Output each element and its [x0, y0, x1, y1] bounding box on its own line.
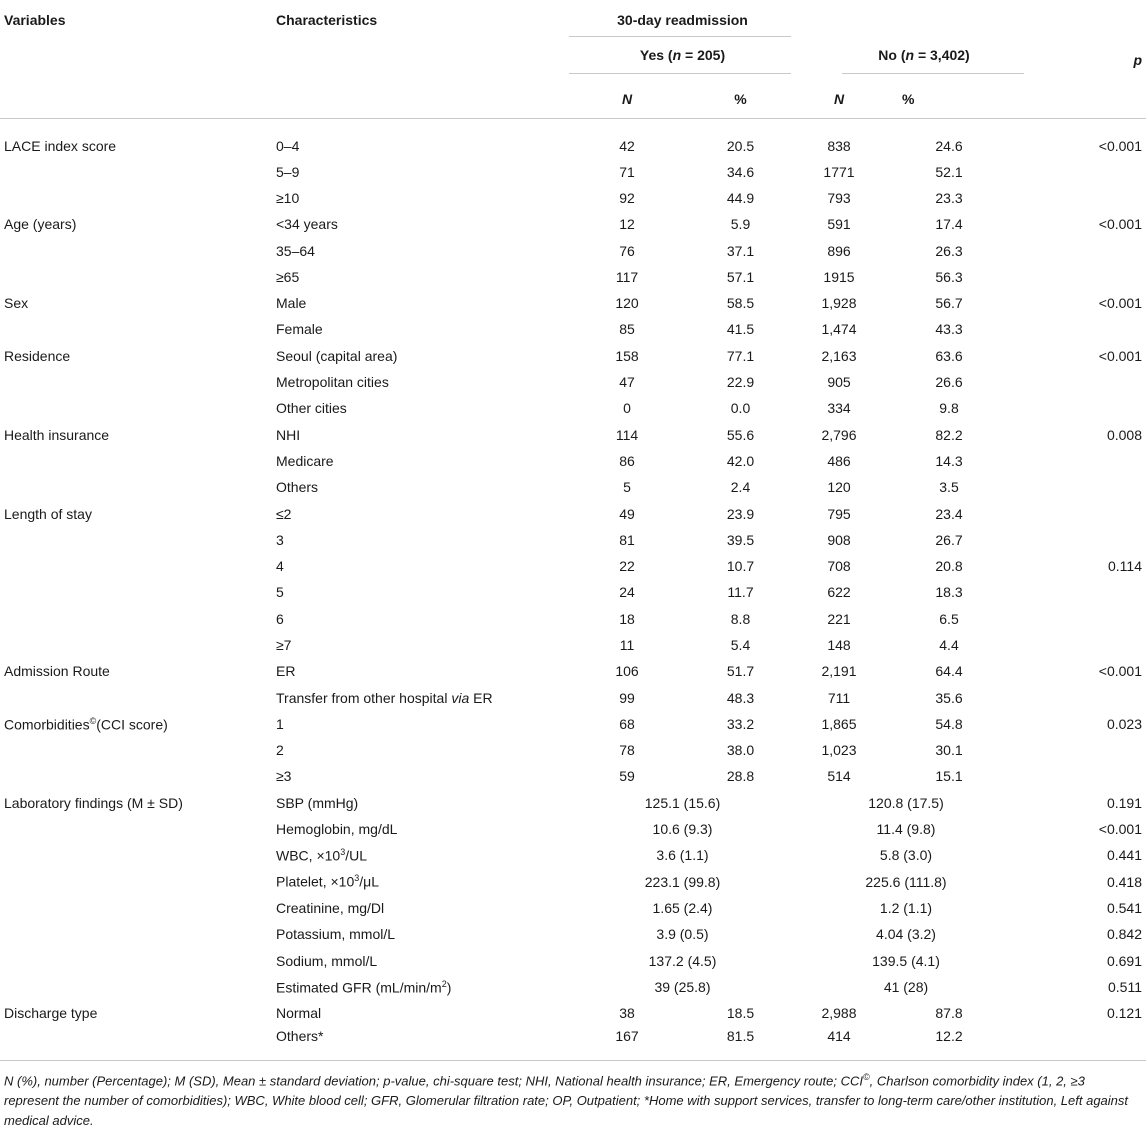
- no-n-cell: 334: [827, 400, 851, 417]
- table-footnote: N (%), number (Percentage); M (SD), Mean ± standard deviation; p-value, chi-square test; NHI, National health insurance; ER, Emergency route; CCI©, Charlson comorbidity index (1, 2, ≥3 represent the number of comorbidities); WBC, White blood cell; GFR, Glomerular filtration rate; OP, Outpatient; *Home with support services, transfer to long-term care/other institution, Left against medical advice.: [4, 1072, 1129, 1129]
- table-row: [0, 921, 1146, 947]
- table-row: [0, 895, 1146, 921]
- p-value-cell: 0.541: [1106, 899, 1142, 916]
- table-row: [0, 185, 1146, 211]
- characteristic-cell: <34 years: [276, 216, 338, 233]
- variable-cell: Length of stay: [4, 505, 92, 522]
- variable-cell: [0, 579, 272, 605]
- variable-cell: [0, 553, 272, 579]
- header-no-n: N: [833, 90, 845, 107]
- no-value-cell: 41 (28): [883, 978, 929, 995]
- characteristic-cell: ER: [276, 663, 296, 680]
- p-value-cell: [1016, 737, 1146, 763]
- yes-n-cell: 71: [619, 163, 635, 180]
- no-n-cell: 148: [827, 636, 851, 653]
- no-pct-cell: 64.4: [935, 663, 963, 680]
- table-row: [0, 816, 1146, 842]
- yes-n-cell: 12: [619, 216, 635, 233]
- no-value-cell: 4.04 (3.2): [876, 926, 936, 943]
- characteristic-cell: Others*: [276, 1028, 324, 1045]
- group-underline: [569, 36, 791, 37]
- yes-pct-cell: 2.4: [730, 479, 751, 496]
- yes-n-cell: 5: [623, 479, 631, 496]
- yes-pct-cell: 11.7: [727, 584, 754, 601]
- header-characteristics: Characteristics: [276, 12, 378, 28]
- table-row: [0, 790, 1146, 816]
- table-row: [0, 421, 1146, 447]
- variable-cell: Discharge type: [4, 1005, 98, 1022]
- yes-pct-cell: 55.6: [726, 426, 755, 443]
- yes-n-cell: 22: [619, 558, 635, 575]
- variable-cell: Sex: [4, 295, 29, 312]
- variable-cell: Residence: [4, 347, 71, 364]
- no-n-cell: 120: [827, 479, 851, 496]
- table-row: [0, 553, 1146, 579]
- p-value-cell: [1016, 632, 1146, 658]
- characteristic-cell: Normal: [276, 1005, 322, 1022]
- yes-pct-cell: 81.5: [726, 1028, 755, 1045]
- table-row: [0, 658, 1146, 684]
- no-pct-cell: 14.3: [935, 452, 963, 469]
- no-pct-cell: 56.7: [935, 295, 963, 312]
- characteristic-cell: Female: [276, 321, 323, 338]
- p-value-cell: [1016, 395, 1146, 421]
- no-n-cell: 2,163: [821, 347, 857, 364]
- characteristic-cell: Seoul (capital area): [276, 347, 398, 364]
- p-value-cell: [1016, 237, 1146, 263]
- yes-n-cell: 0: [623, 400, 631, 417]
- yes-n-cell: 42: [619, 137, 635, 154]
- p-value-cell: <0.001: [1098, 347, 1142, 364]
- yes-pct-cell: 0.0: [730, 400, 751, 417]
- variable-cell: [0, 474, 272, 500]
- no-pct-cell: 63.6: [935, 347, 963, 364]
- p-value-cell: [1016, 1026, 1146, 1052]
- no-pct-cell: 54.8: [935, 715, 963, 732]
- table-row: [0, 1026, 1146, 1052]
- no-pct-cell: 23.3: [935, 189, 963, 206]
- p-value-cell: [1016, 316, 1146, 342]
- characteristic-cell: Medicare: [276, 452, 334, 469]
- variable-cell: Laboratory findings (M ± SD): [4, 794, 183, 811]
- table-row: [0, 237, 1146, 263]
- yes-pct-cell: 77.1: [726, 347, 755, 364]
- p-value-cell: [1016, 474, 1146, 500]
- p-value-cell: 0.114: [1108, 558, 1142, 575]
- yes-value-cell: 223.1 (99.8): [644, 873, 721, 890]
- variable-cell: [0, 947, 272, 973]
- yes-value-cell: 125.1 (15.6): [644, 794, 721, 811]
- no-n-cell: 622: [827, 584, 851, 601]
- characteristic-cell: Transfer from other hospital via ER: [276, 689, 493, 706]
- no-n-cell: 1,474: [821, 321, 857, 338]
- yes-n-cell: 81: [619, 531, 635, 548]
- yes-pct-cell: 57.1: [726, 268, 755, 285]
- no-pct-cell: 9.8: [939, 400, 959, 417]
- table-row: [0, 290, 1146, 316]
- characteristic-cell: 1: [276, 715, 284, 732]
- no-n-cell: 1915: [823, 268, 855, 285]
- variable-cell: [0, 974, 272, 1000]
- table-row: [0, 500, 1146, 526]
- variable-cell: [0, 395, 272, 421]
- no-pct-cell: 15.1: [935, 768, 963, 785]
- variable-cell: Health insurance: [4, 426, 110, 443]
- yes-n-cell: 68: [619, 715, 635, 732]
- p-value-cell: <0.001: [1098, 821, 1142, 838]
- p-value-cell: 0.511: [1108, 978, 1142, 995]
- no-pct-cell: 6.5: [939, 610, 959, 627]
- yes-pct-cell: 28.8: [726, 768, 755, 785]
- characteristic-cell: Metropolitan cities: [276, 374, 389, 391]
- characteristic-cell: ≥7: [276, 636, 292, 653]
- p-value-cell: 0.023: [1106, 715, 1142, 732]
- no-n-cell: 908: [827, 531, 851, 548]
- yes-n-cell: 11: [619, 636, 635, 653]
- table-row: [0, 1000, 1146, 1026]
- p-value-cell: <0.001: [1098, 216, 1142, 233]
- no-n-cell: 1,865: [821, 715, 857, 732]
- yes-n-cell: 158: [615, 347, 639, 364]
- table-row: [0, 264, 1146, 290]
- characteristic-cell: Hemoglobin, mg/dL: [276, 821, 398, 838]
- table-row: [0, 474, 1146, 500]
- characteristic-cell: WBC, $\times 10^3/UL$: [276, 847, 368, 864]
- variable-cell: Comorbidities©(CCI score): [4, 715, 168, 733]
- p-value-cell: 0.842: [1106, 926, 1142, 943]
- p-value-cell: [1016, 448, 1146, 474]
- variable-cell: [0, 737, 272, 763]
- yes-value-cell: 3.6 (1.1): [656, 847, 709, 864]
- table-row: [0, 763, 1146, 789]
- no-n-cell: 514: [827, 768, 851, 785]
- no-value-cell: 1.2 (1.1): [879, 899, 933, 916]
- no-n-cell: 795: [827, 505, 851, 522]
- header-yes-n: N: [621, 90, 633, 107]
- p-value-cell: <0.001: [1098, 137, 1142, 154]
- table-row: [0, 369, 1146, 395]
- characteristic-cell: Male: [276, 295, 307, 312]
- variable-cell: [0, 527, 272, 553]
- p-value-cell: <0.001: [1098, 663, 1142, 680]
- p-value-cell: [1016, 500, 1146, 526]
- table-row: [0, 842, 1146, 868]
- p-value-cell: 0.418: [1106, 873, 1142, 890]
- variable-cell: [0, 842, 272, 868]
- yes-n-cell: 92: [619, 189, 635, 206]
- no-pct-cell: 26.6: [935, 374, 963, 391]
- yes-value-cell: 3.9 (0.5): [656, 926, 709, 943]
- variable-cell: [0, 185, 272, 211]
- table-body: [0, 118, 1146, 1053]
- header-no-group: No (n = 3,402): [796, 40, 1016, 80]
- yes-pct-cell: 23.9: [726, 505, 755, 522]
- variable-cell: [0, 632, 272, 658]
- characteristic-cell: 35–64: [276, 242, 315, 259]
- characteristic-cell: 2: [276, 742, 284, 759]
- p-value-cell: [1016, 579, 1146, 605]
- table-row: [0, 211, 1146, 237]
- characteristic-cell: Platelet, $\times 10^3/\mu L$: [276, 873, 379, 890]
- table-row: [0, 316, 1146, 342]
- p-value-cell: [1016, 264, 1146, 290]
- yes-n-cell: 117: [615, 268, 639, 285]
- no-pct-cell: 56.3: [935, 268, 963, 285]
- yes-n-cell: 24: [619, 584, 635, 601]
- characteristic-cell: Creatinine, mg/Dl: [276, 899, 385, 916]
- characteristic-cell: Potassium, mmol/L: [276, 926, 396, 943]
- yes-pct-cell: 51.7: [726, 663, 755, 680]
- yes-n-cell: 76: [619, 242, 635, 259]
- yes-value-cell: 39 (25.8): [654, 978, 711, 995]
- table-row: [0, 711, 1146, 737]
- yes-pct-cell: 44.9: [726, 189, 755, 206]
- header-readmission-group: [569, 0, 1016, 40]
- no-n-cell: 1771: [823, 163, 855, 180]
- no-pct-cell: 4.4: [939, 636, 959, 653]
- characteristic-cell: NHI: [276, 426, 301, 443]
- no-pct-cell: 82.2: [935, 426, 963, 443]
- yes-n-cell: 120: [615, 295, 639, 312]
- characteristic-cell: ≥3: [276, 768, 292, 785]
- table-row: [0, 118, 1146, 159]
- p-value-cell: <0.001: [1098, 295, 1142, 312]
- yes-pct-cell: 41.5: [726, 321, 755, 338]
- characteristic-cell: 4: [276, 558, 284, 575]
- variable-cell: [0, 1026, 272, 1052]
- yes-pct-cell: 20.5: [726, 137, 755, 154]
- variable-cell: [0, 237, 272, 263]
- footnote-divider: [0, 1060, 1146, 1061]
- yes-n-cell: 18: [619, 610, 635, 627]
- characteristic-cell: Others: [276, 479, 319, 496]
- header-p: p: [1133, 52, 1142, 68]
- no-n-cell: 711: [827, 689, 851, 706]
- p-value-cell: [1016, 185, 1146, 211]
- yes-pct-cell: 34.6: [726, 163, 755, 180]
- yes-n-cell: 47: [619, 374, 635, 391]
- characteristic-cell: ≥10: [276, 189, 300, 206]
- table-row: [0, 159, 1146, 185]
- characteristic-cell: 5–9: [276, 163, 300, 180]
- no-n-cell: 793: [827, 189, 851, 206]
- yes-pct-cell: 58.5: [726, 295, 755, 312]
- p-value-cell: [1016, 684, 1146, 710]
- p-value-cell: 0.691: [1106, 952, 1142, 969]
- yes-pct-cell: 37.1: [726, 242, 755, 259]
- no-n-cell: 1,928: [821, 295, 857, 312]
- table-row: [0, 448, 1146, 474]
- header-variables: Variables: [4, 12, 66, 28]
- p-value-cell: [1016, 763, 1146, 789]
- variable-cell: [0, 606, 272, 632]
- no-value-cell: 5.8 (3.0): [879, 847, 933, 864]
- yes-n-cell: 49: [619, 505, 635, 522]
- no-pct-cell: 52.1: [935, 163, 963, 180]
- yes-pct-cell: 10.7: [726, 558, 755, 575]
- variable-cell: [0, 369, 272, 395]
- characteristic-cell: ≥65: [276, 268, 300, 285]
- table-row: [0, 527, 1146, 553]
- table-row: [0, 974, 1146, 1000]
- characteristic-cell: 0–4: [276, 137, 300, 154]
- p-value-cell: [1016, 527, 1146, 553]
- variable-cell: [0, 264, 272, 290]
- no-n-cell: 591: [827, 216, 851, 233]
- table-row: [0, 684, 1146, 710]
- yes-value-cell: 10.6 (9.3): [652, 821, 713, 838]
- yes-pct-cell: 5.4: [730, 636, 751, 653]
- yes-n-cell: 38: [619, 1005, 635, 1022]
- no-pct-cell: 23.4: [935, 505, 963, 522]
- yes-pct-cell: 42.0: [726, 452, 755, 469]
- no-value-cell: 120.8 (17.5): [868, 794, 944, 811]
- header-yes-group: Yes (n = 205): [569, 40, 796, 80]
- no-n-cell: 414: [827, 1028, 851, 1045]
- characteristic-cell: 3: [276, 531, 284, 548]
- no-pct-cell: 30.1: [935, 742, 963, 759]
- no-pct-cell: 87.8: [935, 1005, 963, 1022]
- yes-pct-cell: 18.5: [726, 1005, 755, 1022]
- variable-cell: [0, 316, 272, 342]
- table-row: [0, 343, 1146, 369]
- p-value-cell: 0.008: [1106, 426, 1142, 443]
- no-n-cell: 2,796: [821, 426, 857, 443]
- yes-n-cell: 99: [619, 689, 635, 706]
- variable-cell: [0, 921, 272, 947]
- variable-cell: [0, 159, 272, 185]
- variable-cell: [0, 448, 272, 474]
- yes-pct-cell: 48.3: [726, 689, 755, 706]
- no-n-cell: 2,988: [821, 1005, 857, 1022]
- header-yes-pct: %: [734, 90, 747, 107]
- yes-n-cell: 106: [615, 663, 639, 680]
- yes-pct-cell: 5.9: [730, 216, 751, 233]
- variable-cell: [0, 763, 272, 789]
- yes-n-cell: 86: [619, 452, 635, 469]
- p-value-cell: [1016, 159, 1146, 185]
- characteristic-cell: 6: [276, 610, 284, 627]
- characteristic-cell: Estimated GFR $(mL/\min/m^2)$: [276, 978, 452, 996]
- no-n-cell: 486: [827, 452, 851, 469]
- variable-cell: [0, 684, 272, 710]
- table-row: [0, 579, 1146, 605]
- no-n-cell: 896: [827, 242, 851, 259]
- variable-cell: LACE index score: [4, 137, 117, 154]
- table-row: [0, 395, 1146, 421]
- no-n-cell: 1,023: [821, 742, 857, 759]
- table-row: [0, 869, 1146, 895]
- yes-pct-cell: 39.5: [726, 531, 755, 548]
- table-row: [0, 606, 1146, 632]
- table-row: [0, 632, 1146, 658]
- table-row: [0, 737, 1146, 763]
- p-value-cell: 0.121: [1106, 1005, 1142, 1022]
- no-pct-cell: 17.4: [935, 216, 963, 233]
- no-n-cell: 708: [827, 558, 851, 575]
- p-value-cell: [1016, 606, 1146, 632]
- p-value-cell: 0.191: [1106, 794, 1142, 811]
- variable-cell: [0, 816, 272, 842]
- no-pct-cell: 43.3: [935, 321, 963, 338]
- p-value-cell: 0.441: [1106, 847, 1142, 864]
- no-value-cell: 225.6 (111.8): [865, 873, 947, 890]
- variable-cell: [0, 895, 272, 921]
- yes-n-cell: 59: [619, 768, 635, 785]
- no-pct-cell: 35.6: [935, 689, 963, 706]
- yes-pct-cell: 22.9: [726, 374, 755, 391]
- table-row: [0, 947, 1146, 973]
- no-pct-cell: 26.7: [935, 531, 963, 548]
- characteristic-cell: SBP (mmHg): [276, 794, 359, 811]
- header-no-pct: %: [902, 90, 915, 107]
- p-value-cell: [1016, 369, 1146, 395]
- no-n-cell: 2,191: [821, 663, 857, 680]
- variable-cell: Admission Route: [4, 663, 110, 680]
- yes-n-cell: 78: [619, 742, 635, 759]
- header-group-label: 30-day readmission: [617, 11, 748, 28]
- yes-pct-cell: 38.0: [726, 742, 755, 759]
- yes-n-cell: 85: [619, 321, 635, 338]
- no-n-cell: 905: [827, 374, 851, 391]
- variable-cell: [0, 869, 272, 895]
- variable-cell: Age (years): [4, 216, 77, 233]
- table-header: [0, 0, 1146, 118]
- yes-pct-cell: 33.2: [726, 715, 755, 732]
- characteristic-cell: 5: [276, 584, 284, 601]
- yes-value-cell: 1.65 (2.4): [652, 899, 713, 916]
- characteristic-cell: Other cities: [276, 400, 347, 417]
- yes-n-cell: 167: [615, 1028, 639, 1045]
- no-n-cell: 221: [827, 610, 851, 627]
- no-pct-cell: 20.8: [935, 558, 963, 575]
- characteristic-cell: Sodium, mmol/L: [276, 952, 378, 969]
- no-pct-cell: 26.3: [935, 242, 963, 259]
- characteristic-cell: ≤2: [276, 505, 292, 522]
- no-value-cell: 139.5 (4.1): [872, 952, 940, 969]
- no-n-cell: 838: [827, 137, 851, 154]
- yes-n-cell: 114: [615, 426, 639, 443]
- no-pct-cell: 18.3: [935, 584, 963, 601]
- yes-value-cell: 137.2 (4.5): [648, 952, 717, 969]
- no-pct-cell: 3.5: [939, 479, 959, 496]
- no-pct-cell: 12.2: [935, 1028, 963, 1045]
- no-pct-cell: 24.6: [935, 137, 963, 154]
- yes-pct-cell: 8.8: [730, 610, 751, 627]
- no-value-cell: 11.4 (9.8): [876, 821, 936, 838]
